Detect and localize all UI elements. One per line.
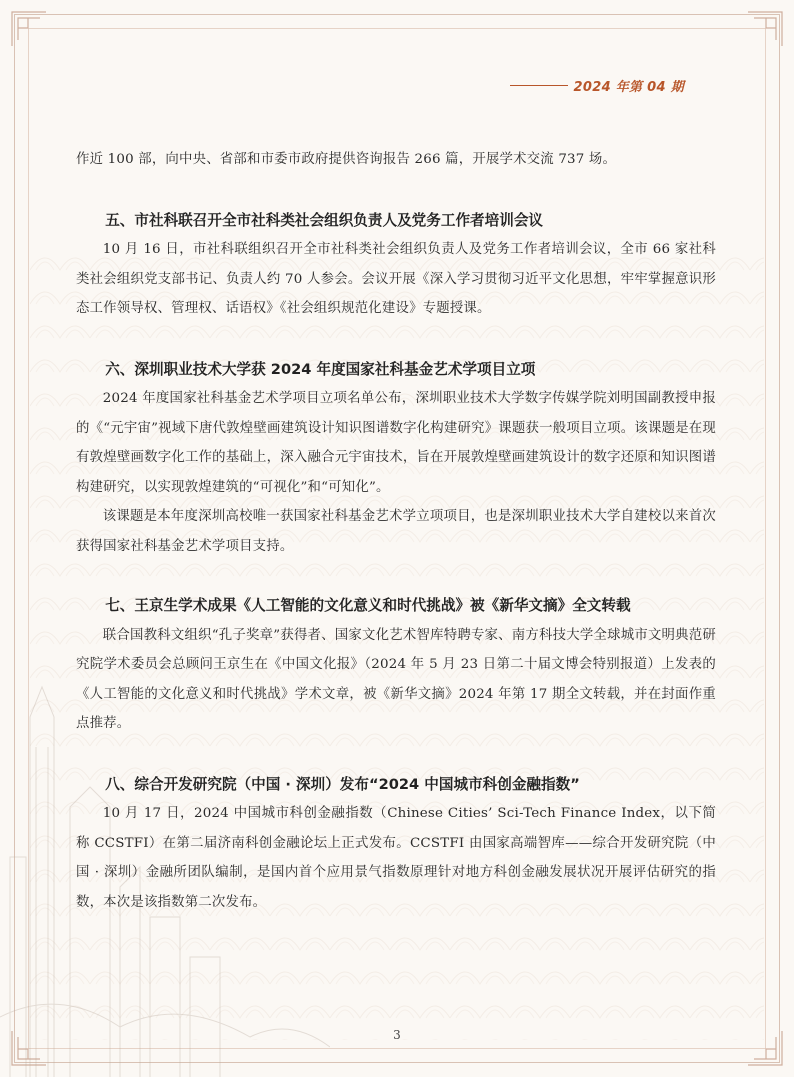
section-heading: 六、深圳职业技术大学获 2024 年度国家社科基金艺术学项目立项	[105, 360, 536, 378]
section-heading: 八、综合开发研究院（中国 · 深圳）发布“2024 中国城市科创金融指数”	[105, 775, 580, 793]
section-paragraph: 10 月 17 日，2024 中国城市科创金融指数（Chinese Cities’ Sci-Tech Finance Index，以下简称 CCSTFI）在第二届济南科创金融论坛上正式发布。CCSTFI 由国家高端智库——综合开发研究院（中国 · 深圳）金融所团队编制，是国内首个应用景气指数原理针对地方科创金融发展状况开展评估研究的指数，本次是该指数第二次发布。	[76, 806, 716, 910]
section-heading: 五、市社科联召开全市社科类社会组织负责人及党务工作者培训会议	[105, 211, 544, 229]
issue-label: 2024 年第 04 期	[573, 80, 684, 95]
section-paragraph: 10 月 16 日，市社科联组织召开全市社科类社会组织负责人及党务工作者培训会议，全市 66 家社科类社会组织党支部书记、负责人约 70 人参会。会议开展《深入学习贯彻习近平文化思想，牢牢掌握意识形态工作领导权、管理权、话语权》《社会组织规范化建设》专题授课。	[76, 242, 716, 316]
section-paragraph: 2024 年度国家社科基金艺术学项目立项名单公布，深圳职业技术大学数字传媒学院刘明国副教授申报的《“元宇宙”视域下唐代敦煌壁画建筑设计知识图谱数字化构建研究》课题获一般项目立项。该课题是在现有敦煌壁画数字化工作的基础上，深入融合元宇宙技术，旨在开展敦煌壁画建筑设计的数字还原和知识图谱构建研究，以实现敦煌建筑的“可视化”和“可知化”。	[76, 391, 716, 495]
section-paragraph: 该课题是本年度深圳高校唯一获国家社科基金艺术学立项项目，也是深圳职业技术大学自建校以来首次获得国家社科基金艺术学项目支持。	[76, 509, 716, 554]
section-paragraph: 联合国教科文组织“孔子奖章”获得者、国家文化艺术智库特聘专家、南方科技大学全球城市文明典范研究院学术委员会总顾问王京生在《中国文化报》（2024 年 5 月 23 日第二十届文博会特别报道）上发表的《人工智能的文化意义和时代挑战》学术文章，被《新华文摘》2024 年第 17 期全文转载，并在封面作重点推荐。	[76, 627, 716, 731]
section-heading: 七、王京生学术成果《人工智能的文化意义和时代挑战》被《新华文摘》全文转载	[105, 597, 631, 614]
header-rule	[510, 85, 568, 86]
issue-header	[510, 76, 684, 95]
page-number: 3	[393, 1028, 401, 1042]
corner-ornament-icon	[10, 10, 48, 48]
corner-ornament-icon	[746, 10, 784, 48]
article-body	[76, 145, 716, 917]
intro-paragraph: 作近 100 部，向中央、省部和市委市政府提供咨询报告 266 篇，开展学术交流 737 场。	[76, 152, 617, 167]
